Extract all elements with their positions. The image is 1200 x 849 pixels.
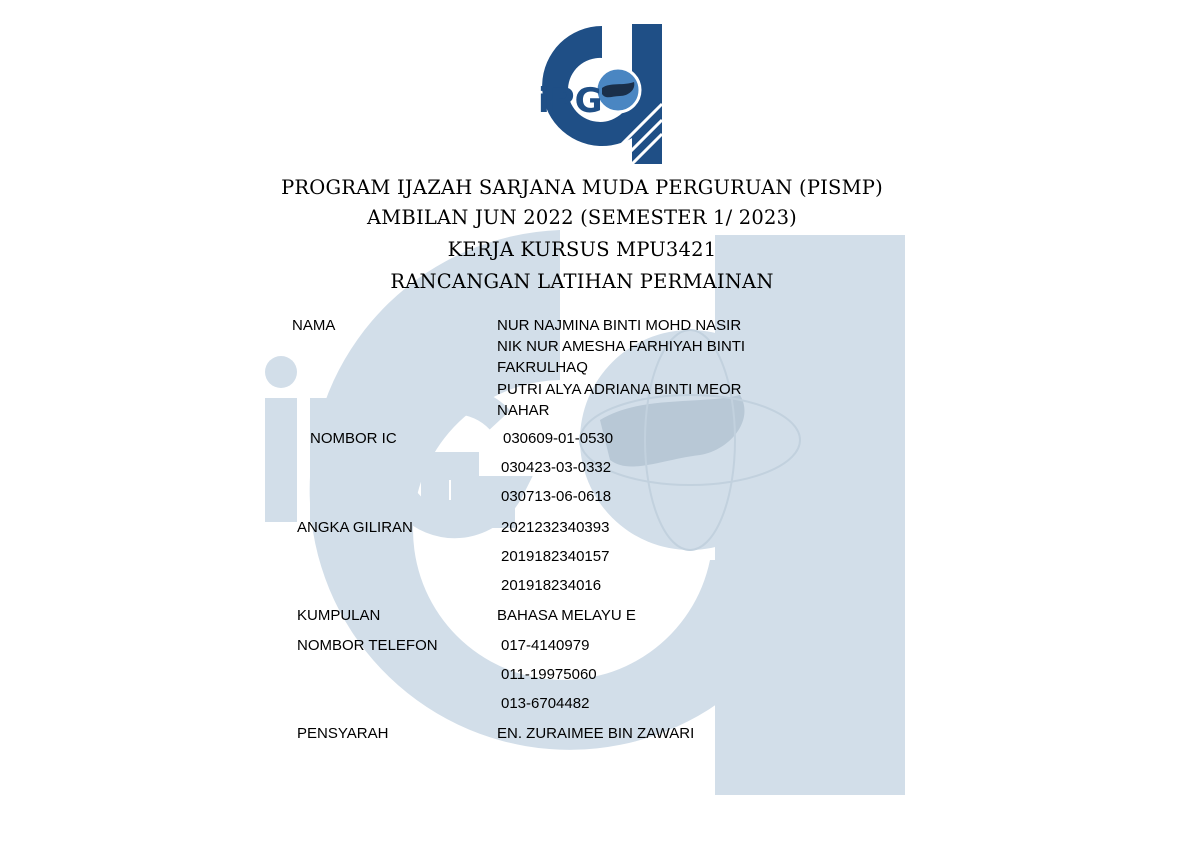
logo-text: iPG bbox=[538, 81, 603, 121]
nombor-ic-value: 030609-01-0530 bbox=[503, 430, 614, 447]
nombor-ic-value: 030423-03-0332 bbox=[501, 459, 612, 476]
nama-value: NUR NAJMINA BINTI MOHD NASIR bbox=[497, 317, 742, 334]
nombor-telefon-value: 011-19975060 bbox=[501, 666, 597, 683]
intake-title: AMBILAN JUN 2022 (SEMESTER 1/ 2023) bbox=[366, 206, 797, 229]
course-title: KERJA KURSUS MPU3421 bbox=[447, 238, 717, 261]
nama-value: PUTRI ALYA ADRIANA BINTI MEOR bbox=[497, 381, 742, 398]
nombor-telefon-label: NOMBOR TELEFON bbox=[297, 637, 438, 654]
nama-value: FAKRULHAQ bbox=[497, 359, 588, 376]
nombor-ic-value: 030713-06-0618 bbox=[501, 488, 612, 505]
angka-giliran-value: 2021232340393 bbox=[501, 519, 610, 536]
nombor-telefon-value: 013-6704482 bbox=[501, 695, 590, 712]
pensyarah-value: EN. ZURAIMEE BIN ZAWARI bbox=[497, 725, 695, 742]
nombor-telefon-value: 017-4140979 bbox=[501, 637, 590, 654]
nama-value: NAHAR bbox=[497, 402, 550, 419]
kumpulan-label: KUMPULAN bbox=[297, 607, 381, 624]
angka-giliran-label: ANGKA GILIRAN bbox=[297, 519, 413, 536]
program-title: PROGRAM IJAZAH SARJANA MUDA PERGURUAN (PISMP) bbox=[281, 176, 883, 199]
angka-giliran-value: 201918234016 bbox=[501, 577, 602, 594]
nama-label: NAMA bbox=[292, 317, 336, 334]
nama-value: NIK NUR AMESHA FARHIYAH BINTI bbox=[497, 338, 746, 355]
kumpulan-value: BAHASA MELAYU E bbox=[497, 607, 636, 624]
assignment-title: RANCANGAN LATIHAN PERMAINAN bbox=[390, 270, 774, 293]
nombor-ic-label: NOMBOR IC bbox=[310, 430, 397, 447]
pensyarah-label: PENSYARAH bbox=[297, 725, 389, 742]
angka-giliran-value: 2019182340157 bbox=[501, 548, 610, 565]
ipg-logo bbox=[536, 20, 668, 166]
